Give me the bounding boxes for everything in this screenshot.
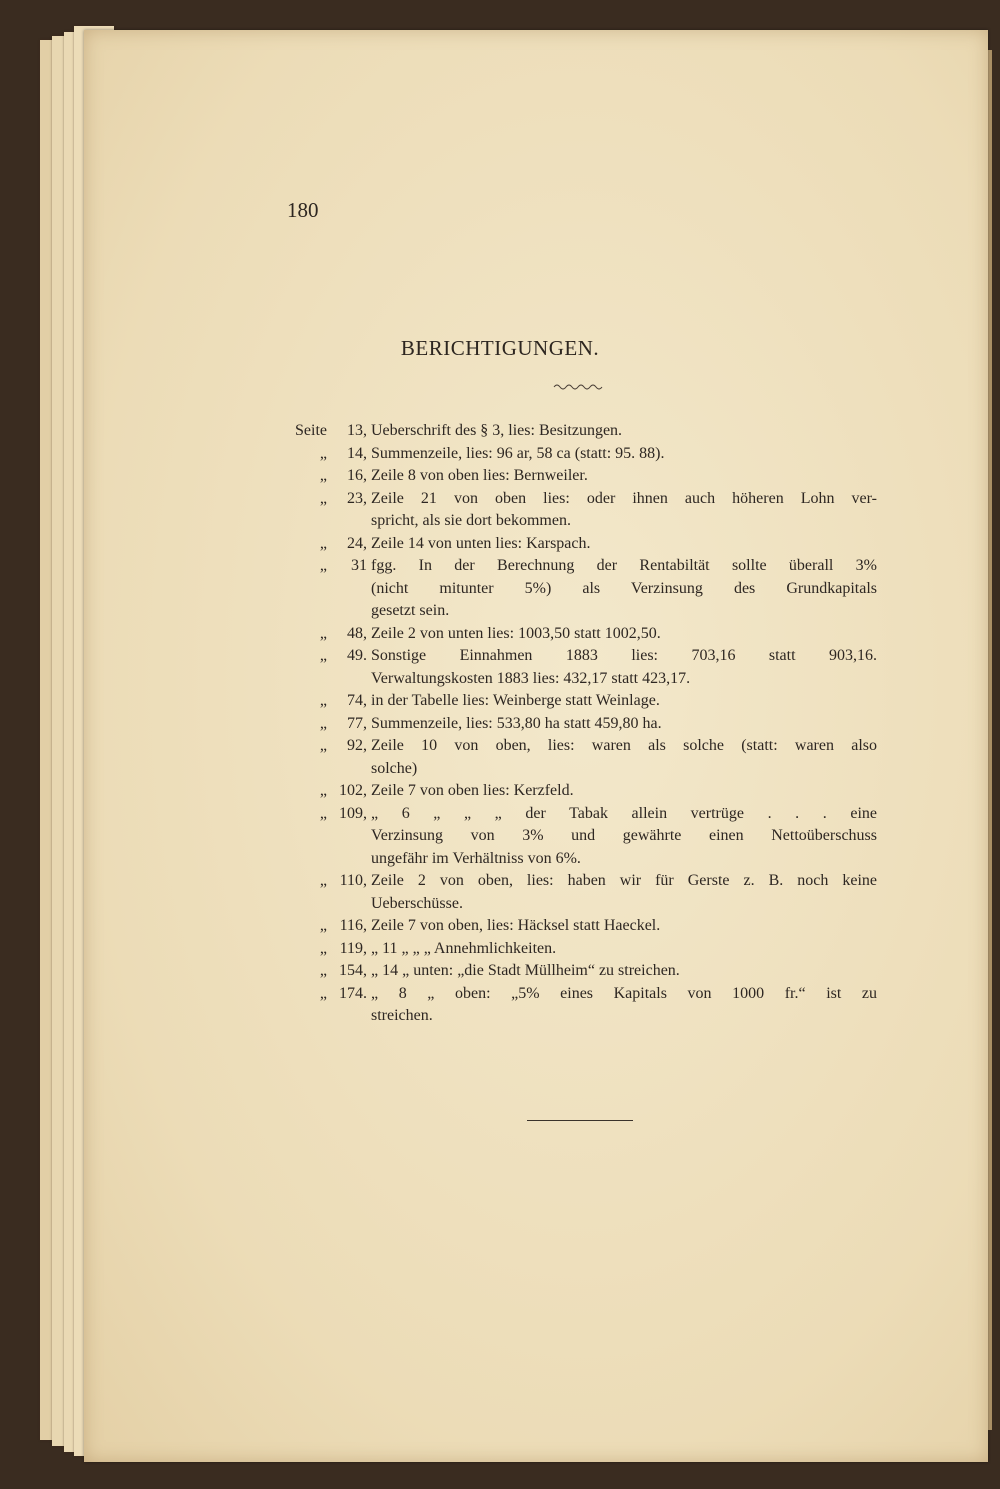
entry-line: Zeile 10 von oben, lies: waren als solche (statt: waren also <box>371 737 877 754</box>
entry-page-number: 23, <box>347 489 367 507</box>
correction-entry <box>287 960 877 983</box>
correction-entry <box>287 735 877 780</box>
entry-page-number: 109, <box>339 804 367 822</box>
correction-entry <box>287 488 877 533</box>
entry-line: Verzinsung von 3% und gewährte einen Nettoüberschuss <box>371 827 877 844</box>
entry-line: „ 11 „ „ „ Annehmlichkeiten. <box>371 939 557 957</box>
entry-page-number: 102, <box>339 782 367 799</box>
entry-page-number: 77, <box>347 714 367 732</box>
entry-text <box>371 780 877 803</box>
entry-line: Summenzeile, lies: 96 ar, 58 ca (statt: 95. 88). <box>371 444 665 462</box>
entry-prefix: „ <box>319 804 327 822</box>
entry-line: Verwaltungskosten 1883 lies: 432,17 statt 423,17. <box>371 669 691 687</box>
entry-page-number: 14, <box>347 444 367 462</box>
correction-entry <box>287 623 877 646</box>
entry-text <box>371 488 877 533</box>
entry-line: Zeile 7 von oben lies: Kerzfeld. <box>371 782 574 799</box>
entry-page-number: 154, <box>339 962 367 979</box>
entry-text <box>371 443 877 466</box>
entry-line: ungefähr im Verhältniss von 6%. <box>371 849 581 867</box>
entry-prefix: „ <box>319 444 327 462</box>
page-number: 180 <box>287 198 319 222</box>
entry-prefix: „ <box>319 917 327 934</box>
entry-page-number: 24, <box>347 534 367 552</box>
entry-line: Zeile 8 von oben lies: Bernweiler. <box>371 467 588 484</box>
entry-text <box>371 690 877 713</box>
entry-prefix: „ <box>319 984 327 1002</box>
entry-line: Sonstige Einnahmen 1883 lies: 703,16 statt 903,16. <box>371 647 877 664</box>
entry-prefix: „ <box>319 692 327 709</box>
entry-page-number: 48, <box>347 624 367 642</box>
entry-text <box>371 623 877 646</box>
entry-text <box>371 870 877 915</box>
ornament-squiggle <box>553 383 605 391</box>
entry-line: Summenzeile, lies: 533,80 ha statt 459,80 ha. <box>371 714 662 732</box>
closing-rule <box>527 1120 633 1121</box>
entry-line: fgg. In der Berechnung der Rentabiltät sollte überall 3% <box>371 557 877 574</box>
entry-prefix: „ <box>319 647 327 664</box>
entry-line: „ 14 „ unten: „die Stadt Müllheim“ zu streichen. <box>371 962 680 979</box>
entry-prefix: Seite <box>295 422 327 439</box>
correction-entry <box>287 803 877 871</box>
entry-line: Zeile 14 von unten lies: Karspach. <box>371 534 591 552</box>
entry-line: solche) <box>371 759 418 777</box>
correction-entry <box>287 983 877 1028</box>
entry-page-number: 92, <box>347 737 367 754</box>
entry-text <box>371 915 877 938</box>
entry-line: Ueberschrift des § 3, lies: Besitzungen. <box>371 422 623 439</box>
entry-prefix: „ <box>319 489 327 507</box>
entry-line: spricht, als sie dort bekommen. <box>371 512 571 529</box>
entry-prefix: „ <box>319 962 327 979</box>
entry-line: gesetzt sein. <box>371 602 450 619</box>
entry-prefix: „ <box>319 467 327 484</box>
entry-text <box>371 803 877 871</box>
correction-entry <box>287 780 877 803</box>
correction-entry <box>287 533 877 556</box>
entry-page-number: 13, <box>347 422 367 439</box>
entry-text <box>371 533 877 556</box>
correction-entry <box>287 870 877 915</box>
correction-entry <box>287 915 877 938</box>
entry-line: „ 6 „ „ „ der Tabak allein vertrüge . . . eine <box>371 804 877 822</box>
entry-prefix: „ <box>319 714 327 732</box>
entry-line: „ 8 „ oben: „5% eines Kapitals von 1000 fr.“ ist zu <box>371 984 877 1002</box>
entry-line: Zeile 2 von oben, lies: haben wir für Gerste z. B. noch keine <box>371 872 877 889</box>
entry-text <box>371 983 877 1028</box>
entry-page-number: 49. <box>347 647 367 664</box>
entry-line: Zeile 7 von oben, lies: Häcksel statt Haeckel. <box>371 917 661 934</box>
entry-prefix: „ <box>319 624 327 642</box>
correction-entry <box>287 690 877 713</box>
correction-entry <box>287 443 877 466</box>
entry-page-number: 119, <box>339 939 367 957</box>
entry-text <box>371 938 877 961</box>
entry-page-number: 110, <box>339 872 367 889</box>
correction-entry <box>287 938 877 961</box>
entry-page-number: 74, <box>347 692 367 709</box>
entry-line: streichen. <box>371 1007 433 1024</box>
entry-prefix: „ <box>319 939 327 957</box>
entry-text <box>371 735 877 780</box>
entry-line: Zeile 2 von unten lies: 1003,50 statt 1002,50. <box>371 624 661 642</box>
entry-prefix: „ <box>319 557 327 574</box>
entry-page-number: 174. <box>339 984 367 1002</box>
page-heading: BERICHTIGUNGEN. <box>400 336 600 360</box>
entry-text <box>371 555 877 623</box>
entry-line: (nicht mitunter 5%) als Verzinsung des Grundkapitals <box>371 579 877 597</box>
corrections-list <box>287 420 877 1028</box>
entry-page-number: 31 <box>351 557 367 574</box>
entry-line: Ueberschüsse. <box>371 894 463 912</box>
entry-text <box>371 645 877 690</box>
entry-text <box>371 960 877 983</box>
entry-prefix: „ <box>319 782 327 799</box>
entry-line: in der Tabelle lies: Weinberge statt Weinlage. <box>371 692 660 709</box>
entry-text <box>371 713 877 736</box>
correction-entry <box>287 420 877 443</box>
entry-text <box>371 420 877 443</box>
entry-page-number: 116, <box>339 917 367 934</box>
entry-prefix: „ <box>319 872 327 889</box>
correction-entry <box>287 465 877 488</box>
correction-entry <box>287 645 877 690</box>
entry-prefix: „ <box>319 534 327 552</box>
entry-line: Zeile 21 von oben lies: oder ihnen auch höheren Lohn ver- <box>371 489 877 507</box>
entry-page-number: 16, <box>347 467 367 484</box>
entry-text <box>371 465 877 488</box>
correction-entry <box>287 713 877 736</box>
entry-prefix: „ <box>319 737 327 754</box>
correction-entry <box>287 555 877 623</box>
